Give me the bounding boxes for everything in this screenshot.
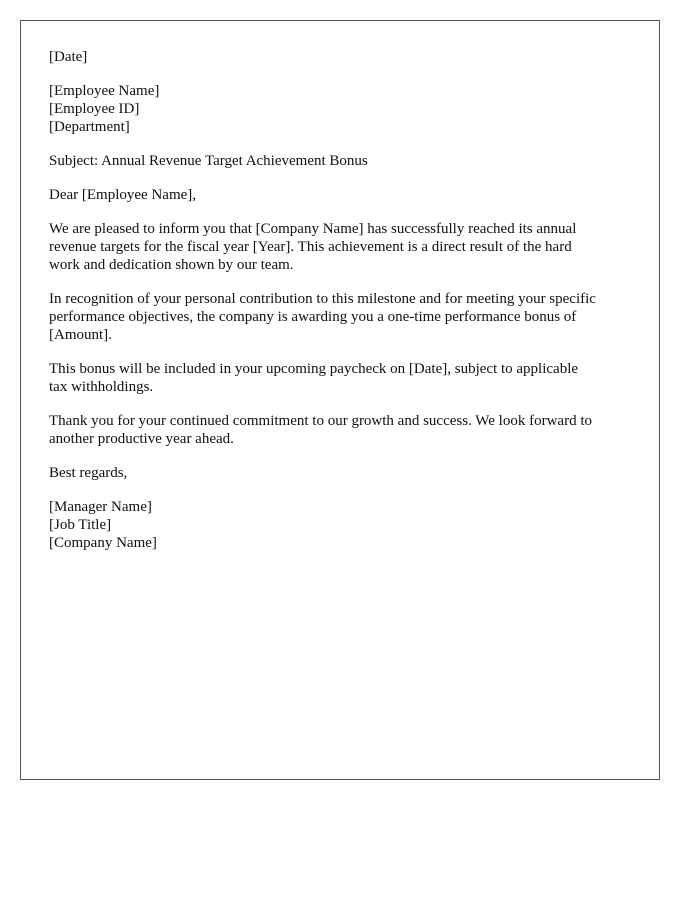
salutation [49, 186, 631, 204]
body-paragraph-3 [49, 360, 631, 396]
paragraph-4-line-1: Thank you for your continued commitment to our growth and success. We look forward to [49, 413, 592, 429]
date-text: [Date] [49, 49, 88, 65]
closing-text: Best regards, [49, 465, 128, 481]
recipient-block [49, 82, 631, 136]
subject-text: Subject: Annual Revenue Target Achievement Bonus [49, 153, 368, 169]
job-title: [Job Title] [49, 517, 112, 533]
paragraph-2-line-1: In recognition of your personal contribution to this milestone and for meeting your specific [49, 291, 596, 307]
salutation-text: Dear [Employee Name], [49, 187, 197, 203]
body-paragraph-2 [49, 290, 631, 344]
department: [Department] [49, 119, 130, 135]
employee-id: [Employee ID] [49, 101, 140, 117]
letter-date [49, 48, 631, 66]
paragraph-2-line-3: [Amount]. [49, 327, 112, 343]
signature-block [49, 498, 631, 552]
paragraph-3-line-2: tax withholdings. [49, 379, 154, 395]
employee-name: [Employee Name] [49, 83, 160, 99]
paragraph-2-line-2: performance objectives, the company is awarding you a one-time performance bonus of [49, 309, 577, 325]
body-paragraph-4 [49, 412, 631, 448]
paragraph-1-line-2: revenue targets for the fiscal year [Year]. This achievement is a direct result of the hard [49, 239, 572, 255]
manager-name: [Manager Name] [49, 499, 152, 515]
paragraph-4-line-2: another productive year ahead. [49, 431, 234, 447]
company-name: [Company Name] [49, 535, 157, 551]
paragraph-1-line-1: We are pleased to inform you that [Company Name] has successfully reached its annual [49, 221, 577, 237]
closing [49, 464, 631, 482]
body-paragraph-1 [49, 220, 631, 274]
subject-line [49, 152, 631, 170]
paragraph-3-line-1: This bonus will be included in your upcoming paycheck on [Date], subject to applicable [49, 361, 579, 377]
paragraph-1-line-3: work and dedication shown by our team. [49, 257, 294, 273]
letter [20, 20, 660, 780]
